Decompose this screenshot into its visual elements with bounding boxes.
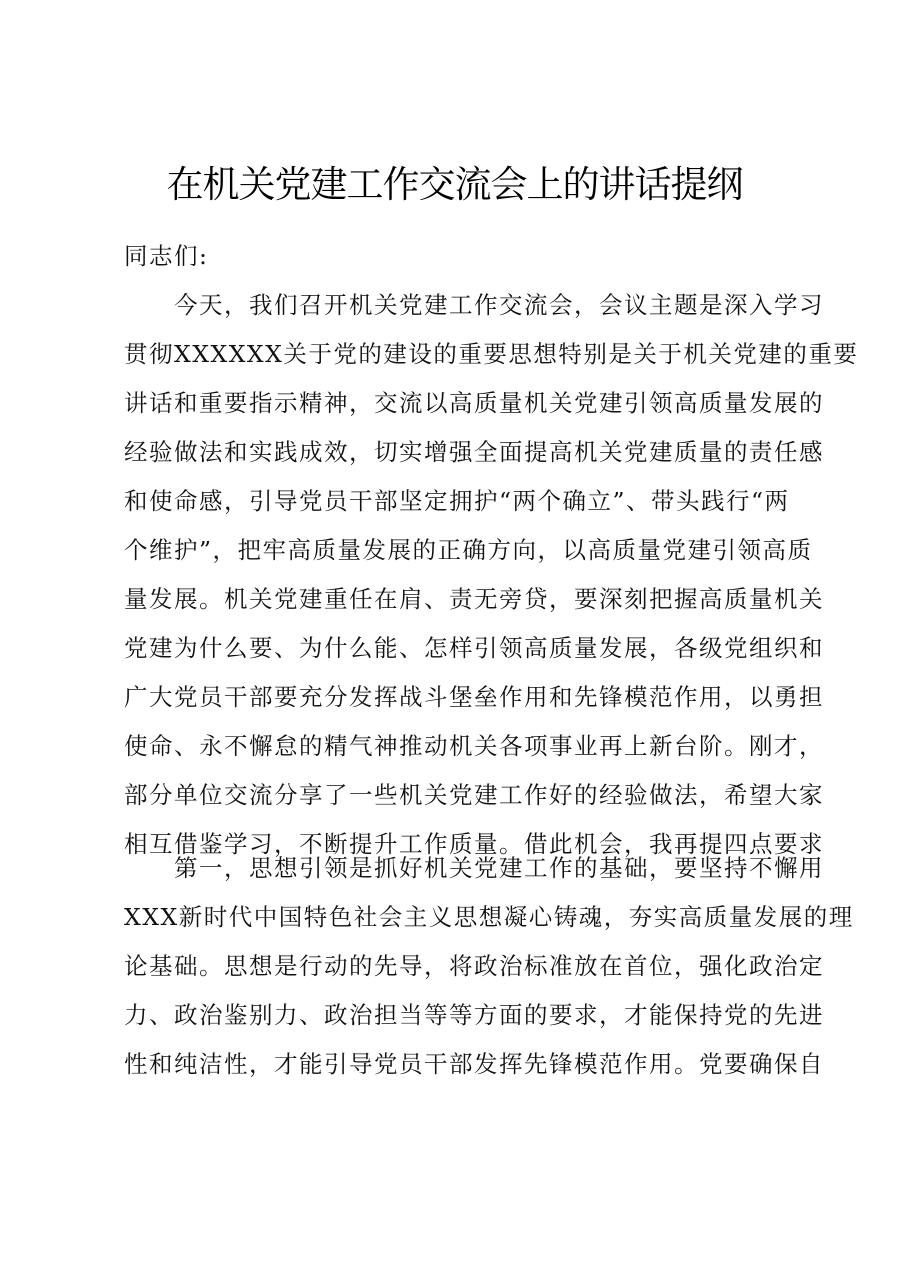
paragraph-line: XXX新时代中国特色社会主义思想凝心铸魂，夯实高质量发展的理 xyxy=(124,903,854,931)
paragraph-line: 经验做法和实践成效，切实增强全面提高机关党建质量的责任感 xyxy=(124,438,824,466)
document-title: 在机关党建工作交流会上的讲话提纲 xyxy=(166,163,743,206)
paragraph-line: 使命、永不懈怠的精气神推动机关各项事业再上新台阶。刚才， xyxy=(124,732,824,760)
paragraph-line: 性和纯洁性，才能引导党员干部发挥先锋模范作用。党要确保自 xyxy=(124,1050,824,1078)
paragraph-line: 力、政治鉴别力、政治担当等等方面的要求，才能保持党的先进 xyxy=(124,1001,824,1029)
salutation: 同志们: xyxy=(124,242,209,270)
paragraph-line: 广大党员干部要充分发挥战斗堡垒作用和先锋模范作用，以勇担 xyxy=(124,683,824,711)
paragraph-1 xyxy=(124,281,859,869)
paragraph-line: 第一，思想引领是抓好机关党建工作的基础，要坚持不懈用 xyxy=(124,854,824,882)
paragraph-line: 部分单位交流分享了一些机关党建工作好的经验做法，希望大家 xyxy=(124,781,824,809)
paragraph-line: 个维护”，把牢高质量发展的正确方向，以高质量党建引领高质 xyxy=(124,536,813,564)
paragraph-line: 相互借鉴学习，不断提升工作质量。借此机会，我再提四点要求 xyxy=(124,830,824,858)
paragraph-line: 讲话和重要指示精神，交流以高质量机关党建引领高质量发展的 xyxy=(124,389,824,417)
paragraph-line: 党建为什么要、为什么能、怎样引领高质量发展，各级党组织和 xyxy=(124,634,824,662)
paragraph-line: 论基础。思想是行动的先导，将政治标准放在首位，强化政治定 xyxy=(124,952,824,980)
paragraph-line: 贯彻XXXXXX关于党的建设的重要思想特别是关于机关党建的重要 xyxy=(124,340,859,368)
paragraph-line: 量发展。机关党建重任在肩、责无旁贷，要深刻把握高质量机关 xyxy=(124,585,824,613)
paragraph-line: 今天，我们召开机关党建工作交流会，会议主题是深入学习 xyxy=(124,291,824,319)
paragraph-line: 和使命感，引导党员干部坚定拥护“两个确立”、带头践行“两 xyxy=(124,487,790,515)
